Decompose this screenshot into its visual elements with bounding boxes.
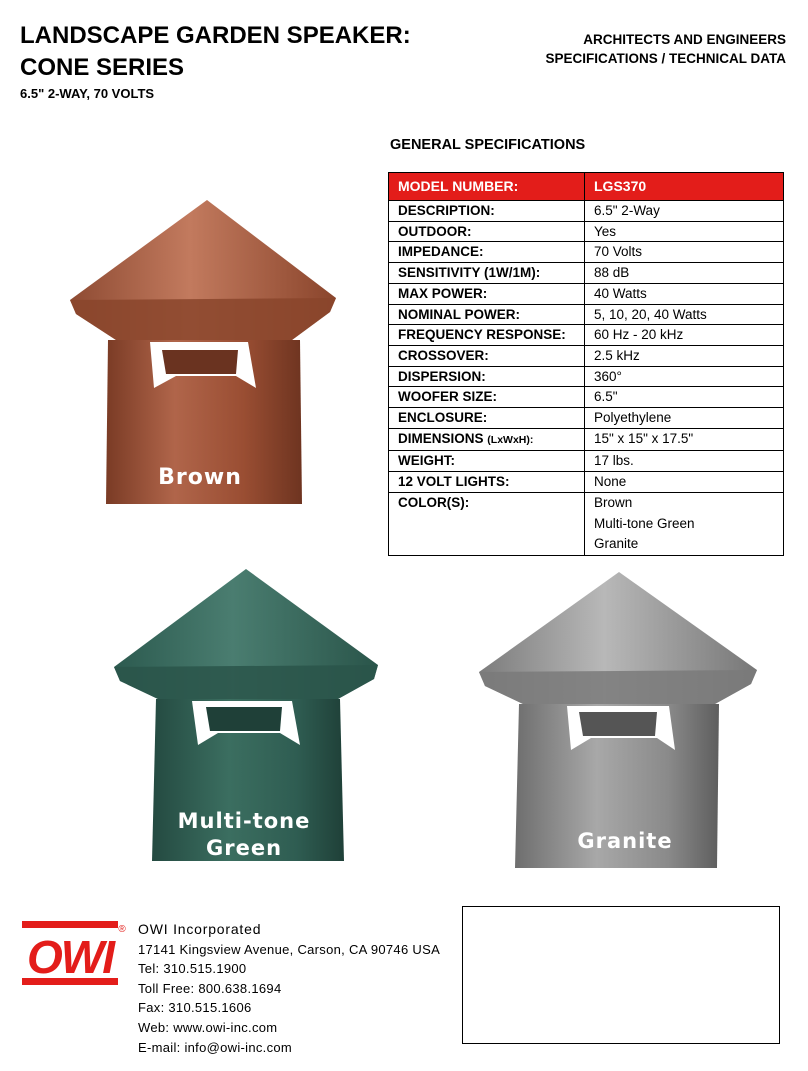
spec-label-text: ENCLOSURE: — [398, 410, 488, 426]
spec-label — [389, 325, 585, 346]
green-label-line-2: Green — [205, 836, 283, 860]
spec-table — [388, 172, 784, 556]
title-line-1: LANDSCAPE GARDEN SPEAKER: — [20, 22, 411, 49]
green-label — [170, 808, 318, 862]
spec-label-text: 12 VOLT LIGHTS: — [398, 474, 510, 490]
colors-label: COLOR(S): — [389, 492, 585, 555]
web-address: Web: www.owi-inc.com — [138, 1019, 278, 1035]
document-type-line-2: SPECIFICATIONS / TECHNICAL DATA — [545, 51, 786, 66]
spec-row — [389, 263, 784, 284]
dealer-stamp-box — [462, 906, 780, 1044]
fax: Fax: 310.515.1606 — [138, 1000, 252, 1016]
spec-value: 70 Volts — [585, 242, 784, 263]
spec-value: Yes — [585, 221, 784, 242]
spec-label — [389, 387, 585, 408]
spec-label — [389, 201, 585, 222]
spec-value: 60 Hz - 20 kHz — [585, 325, 784, 346]
company-address: 17141 Kingsview Avenue, Carson, CA 90746 USA — [138, 941, 441, 957]
spec-value: None — [585, 472, 784, 493]
spec-row-colors — [389, 492, 784, 555]
spec-value: 2.5 kHz — [585, 345, 784, 366]
spec-value: 40 Watts — [585, 283, 784, 304]
spec-row — [389, 304, 784, 325]
green-label-line-1: Multi-tone — [177, 809, 311, 833]
phone: Tel: 310.515.1900 — [138, 961, 247, 977]
svg-text:OWI: OWI — [27, 931, 113, 983]
spec-label-text: WOOFER SIZE: — [398, 389, 497, 405]
spec-label — [389, 283, 585, 304]
spec-label-text: CROSSOVER: — [398, 347, 489, 363]
spec-value: 6.5" — [585, 387, 784, 408]
document-type — [545, 30, 786, 68]
toll-free: Toll Free: 800.638.1694 — [138, 980, 282, 996]
contact-info — [138, 920, 440, 1057]
model-number-value: LGS370 — [585, 173, 784, 201]
granite-speaker-image — [479, 572, 759, 870]
spec-label — [389, 304, 585, 325]
spec-row — [389, 472, 784, 493]
spec-label — [389, 221, 585, 242]
page-subtitle: 6.5" 2-WAY, 70 VOLTS — [20, 86, 155, 101]
spec-label-text: NOMINAL POWER: — [398, 306, 520, 322]
document-type-line-1: ARCHITECTS AND ENGINEERS — [583, 32, 786, 47]
spec-label — [389, 428, 585, 451]
owi-logo — [22, 921, 126, 985]
spec-row — [389, 408, 784, 429]
spec-value: 5, 10, 20, 40 Watts — [585, 304, 784, 325]
spec-value: 88 dB — [585, 263, 784, 284]
spec-label-text: DIMENSIONS — [398, 430, 484, 446]
brown-speaker-image — [66, 200, 346, 506]
spec-label-text: DESCRIPTION: — [398, 203, 495, 218]
spec-label-text: IMPEDANCE: — [398, 244, 484, 260]
spec-value: Polyethylene — [585, 408, 784, 429]
colors-value — [585, 492, 784, 555]
spec-label-unit: (LxWxH): — [487, 433, 534, 446]
spec-row — [389, 345, 784, 366]
spec-row — [389, 325, 784, 346]
spec-label-text: FREQUENCY RESPONSE: — [398, 327, 566, 343]
title-line-2: CONE SERIES — [20, 54, 185, 81]
company-name: OWI Incorporated — [138, 921, 262, 937]
spec-label — [389, 366, 585, 387]
color-option: Multi-tone Green — [594, 515, 695, 531]
spec-row — [389, 366, 784, 387]
page-title — [20, 20, 411, 84]
spec-row — [389, 428, 784, 451]
spec-label-text: OUTDOOR: — [398, 223, 472, 239]
spec-row — [389, 242, 784, 263]
spec-label — [389, 345, 585, 366]
spec-header-row — [389, 173, 784, 201]
spec-label — [389, 451, 585, 472]
spec-row — [389, 451, 784, 472]
spec-value: 17 lbs. — [585, 451, 784, 472]
color-option: Brown — [594, 494, 633, 510]
svg-text:®: ® — [118, 924, 126, 935]
spec-value: 6.5" 2-Way — [585, 201, 784, 222]
spec-row — [389, 221, 784, 242]
spec-label-text: SENSITIVITY (1W/1M): — [398, 265, 541, 281]
spec-label-text: WEIGHT: — [398, 453, 455, 469]
model-number-label: MODEL NUMBER: — [389, 173, 585, 201]
spec-row — [389, 283, 784, 304]
spec-row — [389, 387, 784, 408]
granite-label: Granite — [577, 829, 673, 853]
spec-label — [389, 263, 585, 284]
spec-row — [389, 201, 784, 222]
spec-label — [389, 472, 585, 493]
spec-value: 360° — [585, 366, 784, 387]
spec-label — [389, 242, 585, 263]
spec-label — [389, 408, 585, 429]
spec-label-text: DISPERSION: — [398, 368, 486, 384]
spec-heading: GENERAL SPECIFICATIONS — [390, 137, 586, 153]
brown-label: Brown — [158, 465, 242, 490]
email-address: E-mail: info@owi-inc.com — [138, 1039, 293, 1055]
color-option: Granite — [594, 536, 639, 552]
spec-label-text: MAX POWER: — [398, 285, 488, 301]
spec-value: 15" x 15" x 17.5" — [585, 428, 784, 451]
